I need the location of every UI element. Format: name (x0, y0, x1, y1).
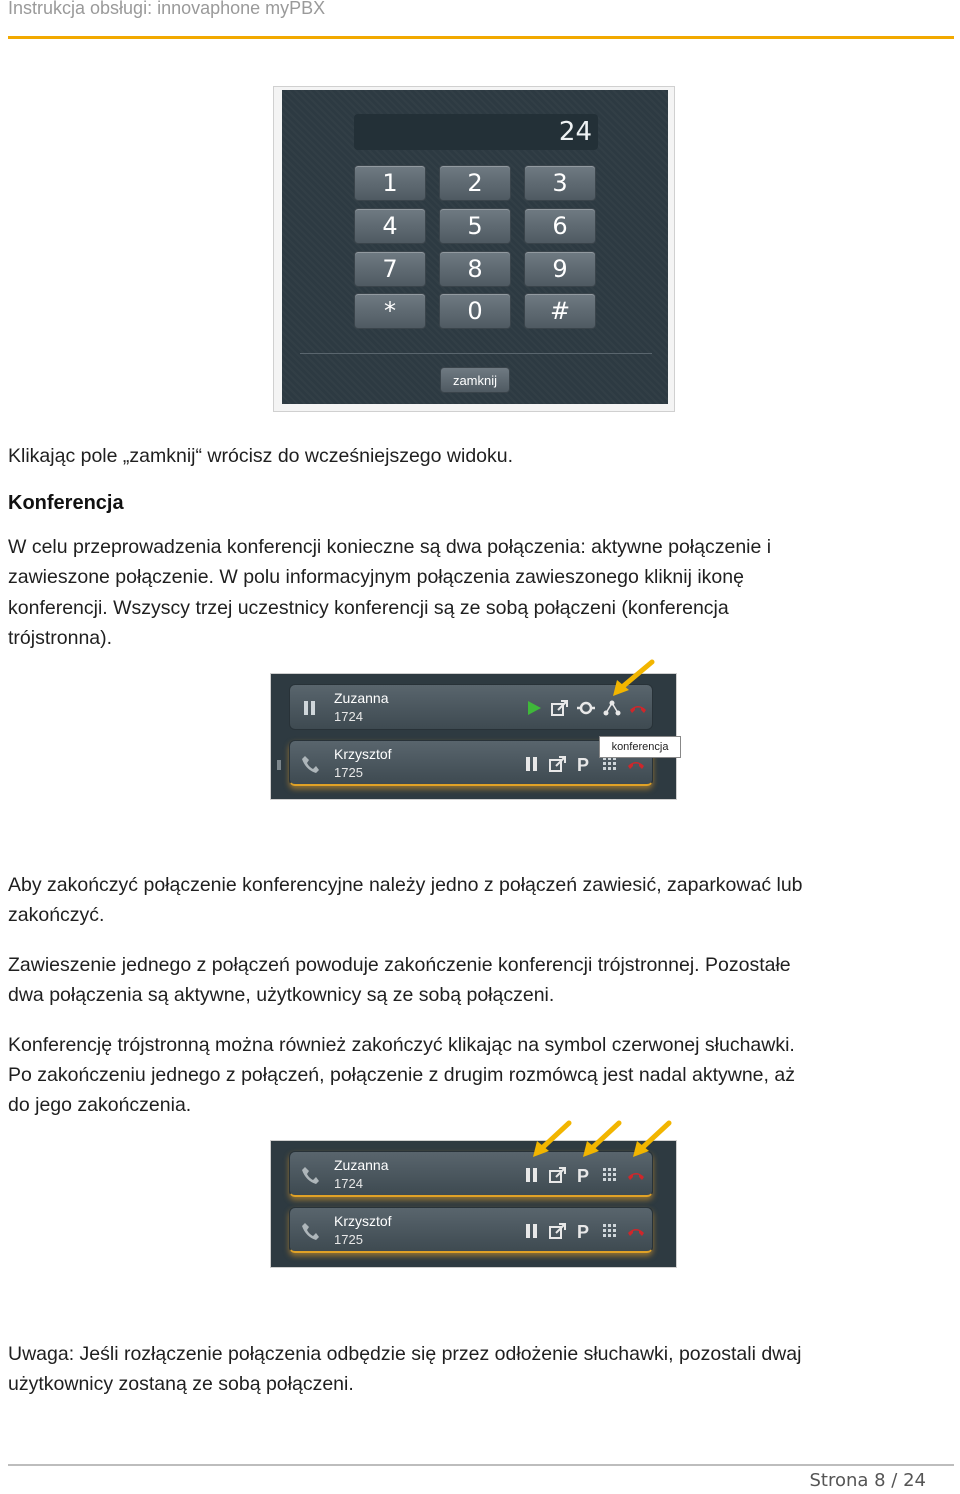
hold-icon[interactable] (522, 1165, 542, 1185)
dial-key-7[interactable]: 7 (354, 251, 426, 287)
caller-name: Krzysztof (334, 746, 392, 762)
document-header-title: Instrukcja obsługi: innovaphone myPBX (8, 0, 326, 18)
paragraph-conference-line2: zawieszone połączenie. W polu informacyjnym połączenia zawieszonego kliknij ikonę (8, 566, 744, 588)
paragraph-note-line1: Uwaga: Jeśli rozłączenie połączenia odbędzie się przez odłożenie słuchawki, pozostali dwaj (8, 1343, 802, 1365)
resume-icon[interactable] (524, 698, 544, 718)
handset-icon (300, 1220, 320, 1242)
conference-icon[interactable] (602, 698, 622, 718)
paragraph-note-line2: użytkownicy zostaną ze sobą połączeni. (8, 1373, 354, 1395)
keypad-icon[interactable] (600, 1221, 620, 1241)
dial-key-8[interactable]: 8 (439, 251, 511, 287)
paragraph-hangup-line1: Konferencję trójstronną można również zakończyć klikając na symbol czerwonej słuchawki. (8, 1034, 795, 1056)
dial-key-4[interactable]: 4 (354, 208, 426, 244)
dial-key-hash[interactable]: # (524, 293, 596, 329)
svg-text:P: P (577, 1222, 590, 1241)
close-button[interactable]: zamknij (440, 367, 510, 393)
hold-icon[interactable] (522, 754, 542, 774)
park-icon[interactable] (574, 754, 594, 774)
transfer-icon[interactable] (548, 754, 568, 774)
paragraph-end-conference-line2: zakończyć. (8, 904, 105, 926)
pause-icon (300, 697, 320, 719)
dialpad-screenshot (273, 86, 675, 412)
hangup-icon[interactable] (628, 698, 648, 718)
dial-key-3[interactable]: 3 (524, 165, 596, 201)
keypad-icon[interactable] (600, 1165, 620, 1185)
paragraph-conference-line3: konferencji. Wszyscy trzej uczestnicy konferencji są ze sobą połączeni (konferencja (8, 597, 729, 619)
pointer-arrow-icon (607, 660, 657, 700)
handset-icon (300, 1164, 320, 1186)
dialpad-panel (282, 90, 668, 404)
footer-divider (8, 1464, 954, 1466)
header-divider (8, 36, 954, 39)
paragraph-conference-line1: W celu przeprowadzenia konferencji konieczne są dwa połączenia: aktywne połączenie i (8, 536, 772, 558)
caller-number: 1724 (334, 709, 363, 724)
transfer-icon[interactable] (550, 698, 570, 718)
dial-display-value: 24 (558, 117, 592, 147)
dial-key-2[interactable]: 2 (439, 165, 511, 201)
paragraph-hangup-line2: Po zakończeniu jednego z połączeń, połączenie z drugim rozmówcą jest nadal aktywne, aż (8, 1064, 795, 1086)
hold-icon[interactable] (522, 1221, 542, 1241)
calls-screenshot-conference-active (270, 1140, 677, 1268)
conference-tooltip: konferencja (599, 736, 681, 758)
park-icon[interactable] (574, 1165, 594, 1185)
dial-display (354, 114, 598, 150)
caller-name: Zuzanna (334, 690, 389, 706)
hangup-icon[interactable] (626, 1165, 646, 1185)
scroll-marker (277, 760, 281, 770)
pointer-arrow-icon (627, 1121, 673, 1161)
dial-key-5[interactable]: 5 (439, 208, 511, 244)
caller-number: 1725 (334, 765, 363, 780)
calls-screenshot-conference (270, 673, 677, 800)
dial-key-0[interactable]: 0 (439, 293, 511, 329)
handset-icon (300, 753, 320, 775)
pointer-arrow-icon (577, 1121, 623, 1161)
dial-key-6[interactable]: 6 (524, 208, 596, 244)
pointer-arrow-icon (527, 1121, 573, 1161)
paragraph-hold-line2: dwa połączenia są aktywne, użytkownicy są ze sobą połączeni. (8, 984, 555, 1006)
connect-icon[interactable] (576, 698, 596, 718)
paragraph-end-conference-line1: Aby zakończyć połączenie konferencyjne należy jedno z połączeń zawiesić, zaparkować lub (8, 874, 803, 896)
paragraph-hold-line1: Zawieszenie jednego z połączeń powoduje zakończenie konferencji trójstronnej. Pozostałe (8, 954, 791, 976)
transfer-icon[interactable] (548, 1165, 568, 1185)
caller-number: 1725 (334, 1232, 363, 1247)
paragraph-close-hint: Klikając pole „zamknij“ wrócisz do wcześniejszego widoku. (8, 445, 514, 467)
call-row-active[interactable] (289, 1207, 653, 1253)
caller-number: 1724 (334, 1176, 363, 1191)
paragraph-hangup-line3: do jego zakończenia. (8, 1094, 192, 1116)
dial-key-9[interactable]: 9 (524, 251, 596, 287)
dialpad-divider (300, 353, 652, 354)
section-heading: Konferencja (8, 492, 124, 514)
park-icon[interactable] (574, 1221, 594, 1241)
caller-name: Zuzanna (334, 1157, 389, 1173)
transfer-icon[interactable] (548, 1221, 568, 1241)
call-row-held[interactable] (289, 684, 653, 730)
svg-text:P: P (577, 755, 590, 774)
dial-key-1[interactable]: 1 (354, 165, 426, 201)
hangup-icon[interactable] (626, 1221, 646, 1241)
caller-name: Krzysztof (334, 1213, 392, 1229)
page-number: Strona 8 / 24 (809, 1470, 926, 1491)
svg-text:P: P (577, 1166, 590, 1185)
dial-key-star[interactable]: * (354, 293, 426, 329)
paragraph-conference-line4: trójstronna). (8, 627, 113, 649)
